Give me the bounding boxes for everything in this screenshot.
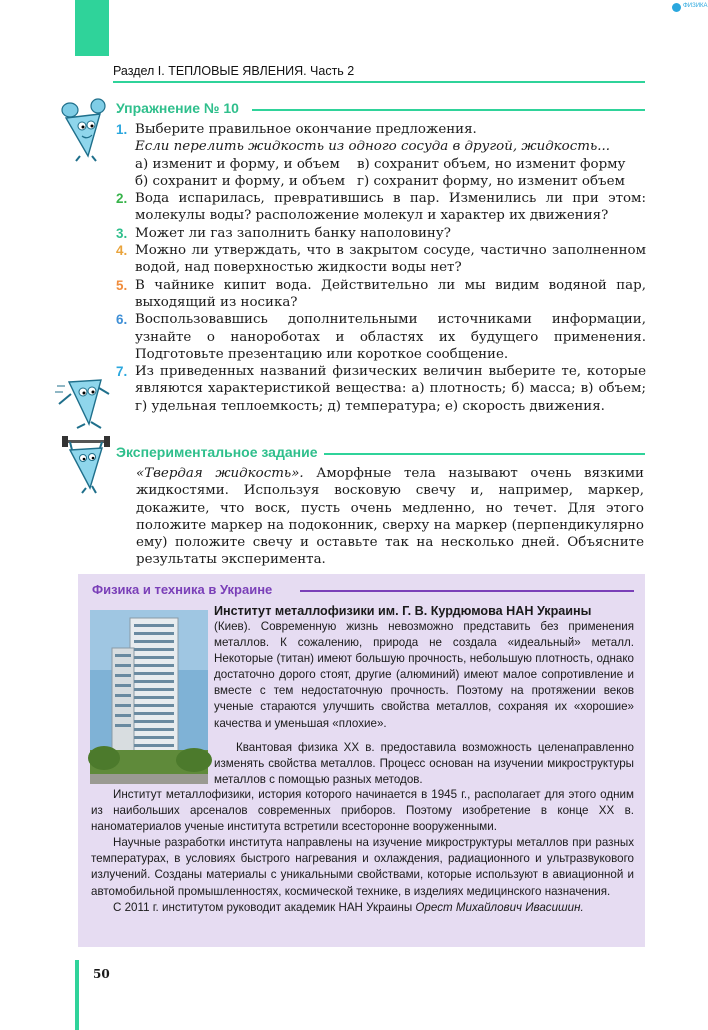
- exercise-list: [116, 121, 646, 415]
- info-paragraph-5-text: С 2011 г. институтом руководит академик НАН Украины: [113, 900, 416, 914]
- options-row: [135, 156, 646, 173]
- exercise-number: 7.: [116, 364, 128, 380]
- info-paragraph-3: Институт металлофизики, история которого начинается в 1945 г., располагает для этого одним из наибольших арсеналов современных приборов. Поэтому изобретение в конце XX в. наноматериалов ученые института встретили всесторонне вооруженными.: [91, 788, 634, 834]
- options-row: [135, 173, 646, 190]
- info-paragraph-5: [91, 900, 634, 916]
- exercise-number: 4.: [116, 243, 128, 259]
- experiment-lead: «Твердая жидкость».: [136, 466, 304, 481]
- exercise-text: В чайнике кипит вода. Действительно ли мы видим водяной пар, выходящий из носика?: [135, 277, 646, 310]
- experiment-divider: [324, 453, 645, 455]
- experiment-text: [136, 465, 644, 569]
- info-title: Физика и техника в Украине: [92, 582, 273, 597]
- exercise-item-1: [116, 121, 646, 190]
- info-paragraph-1: (Киев). Современную жизнь невозможно представить без применения металлов. К сожалению, природа не создала «идеальный» металл. Некоторые (титан) имеют большую прочность, небольшую плотность, однако достаточно дорого стоят, другие (алюминий) имеют малое сопротивление и вместе с тем недостаточную прочность. Поэтому на протяжении веков ученые стараются улучшить свойства металлов, сохраняя их «хорошие» качества и уменьшая «плохие».: [214, 620, 634, 730]
- exercise-item-4: [116, 242, 646, 277]
- mascot-running-icon: [55, 374, 111, 430]
- info-text-full: [91, 787, 634, 916]
- section-divider: [113, 81, 645, 83]
- exercise-subtext: Если перелить жидкость из одного сосуда в другой, жидкость...: [135, 139, 611, 155]
- exercise-text: Можно ли утверждать, что в закрытом сосуде, частично заполненном водой, над поверхностью жидкости воды нет?: [135, 243, 646, 276]
- exercise-item-5: [116, 277, 646, 312]
- info-paragraph-2: Квантовая физика XX в. предоставила возможность целенаправленно изменять свойства металлов. Процесс основан на изучении микроструктуры металлов с помощью разных методов.: [214, 741, 634, 787]
- institute-building-photo: [90, 610, 208, 784]
- director-name: Орест Михайлович Ивасишин.: [415, 900, 584, 914]
- brand-logo-icon: [672, 3, 681, 12]
- exercise-number: 5.: [116, 277, 128, 293]
- exercise-text: Из приведенных названий физических величин выберите те, которые являются характеристикой вещества: а) плотность; б) масса; в) объем; г) удельная теплоемкость; д) температура; е) скорость движения.: [135, 364, 646, 414]
- option-v: в) сохранит объем, но изменит форму: [357, 156, 626, 172]
- exercise-number: 2.: [116, 191, 128, 207]
- page-number: 50: [93, 967, 110, 981]
- info-paragraph-4: Научные разработки института направлены на изучение микроструктуры металлов при разных температурах, в условиях быстрого нагревания и охлаждения, радиационного и ультразвукового излучений. Созданы материалы с уникальными свойствами, которые используют в авиационной и автомобильной промышленностях, космической технике, в изделиях медицинского назначения.: [91, 836, 634, 898]
- exercise-text: Выберите правильное окончание предложения.: [135, 122, 477, 137]
- info-divider: [300, 590, 634, 592]
- top-accent-bar: [75, 0, 109, 56]
- exercise-number: 1.: [116, 122, 128, 137]
- exercise-item-2: [116, 190, 646, 225]
- option-b: б) сохранит и форму, и объем: [135, 173, 345, 189]
- exercise-number: 6.: [116, 312, 128, 328]
- exercise-text: Воспользовавшись дополнительными источниками информации, узнайте о нанороботах и областях их будущего применения. Подготовьте презентацию или короткое сообщение.: [135, 312, 646, 362]
- brand-logo-text: ΦИЗИКА: [683, 3, 708, 9]
- exercise-title: Упражнение № 10: [116, 100, 239, 116]
- exercise-item-7: [116, 363, 646, 415]
- mascot-strong-icon: [58, 96, 108, 162]
- option-a: а) изменит и форму, и объем: [135, 156, 340, 172]
- info-heading: Институт металлофизики им. Г. В. Курдюмова НАН Украины: [214, 604, 592, 618]
- exercise-text: Вода испарилась, превратившись в пар. Изменились ли при этом: молекулы воды? расположение молекул и характер их движения?: [135, 191, 646, 224]
- exercise-text: Может ли газ заполнить банку наполовину?: [135, 225, 451, 241]
- mascot-weightlifter-icon: [62, 436, 110, 494]
- exercise-number: 3.: [116, 225, 128, 241]
- section-header: Раздел I. ТЕПЛОВЫЕ ЯВЛЕНИЯ. Часть 2: [113, 64, 355, 78]
- exercise-divider: [252, 109, 645, 111]
- experiment-title: Экспериментальное задание: [116, 444, 318, 460]
- option-g: г) сохранит форму, но изменит объем: [357, 173, 625, 189]
- bottom-accent-bar: [75, 960, 79, 1030]
- exercise-item-3: [116, 225, 646, 242]
- experiment-body: Аморфные тела называют очень вязкими жидкостями. Используя восковую свечу и, например, маркер, докажите, что воск, пусть очень медленно, но течет. Для этого положите маркер на подоконник, сверху на маркер (перпендикулярно ему) положите свечу и оставьте так на несколько дней. Объясните результаты эксперимента.: [136, 466, 644, 568]
- exercise-item-6: [116, 311, 646, 363]
